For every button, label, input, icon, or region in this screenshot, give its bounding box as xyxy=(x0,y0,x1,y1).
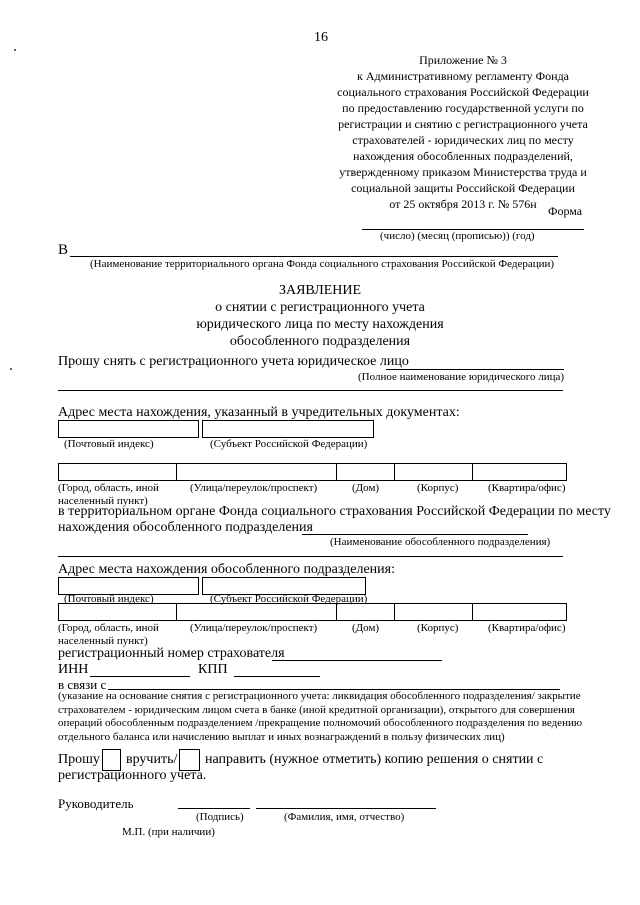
address-divider xyxy=(176,463,177,481)
stamp-label: М.П. (при наличии) xyxy=(122,826,215,838)
sub-address-divider xyxy=(336,603,337,621)
appendix-line: к Административному регламенту Фонда xyxy=(356,69,570,83)
subject-field[interactable] xyxy=(202,420,374,438)
appendix-line: от 25 октября 2013 г. № 576н xyxy=(389,197,537,211)
appendix-line: страхователей - юридических лиц по месту xyxy=(352,133,574,147)
sub-subject-caption: (Субъект Российской Федерации) xyxy=(210,593,368,605)
date-caption: (число) (месяц (прописью)) (год) xyxy=(380,230,535,242)
subdivision-name-line-2[interactable] xyxy=(58,556,563,557)
appendix-line: по предоставлению государственной услуги по xyxy=(342,101,584,115)
subtitle-line: обособленного подразделения xyxy=(229,334,411,349)
kpp-label: КПП xyxy=(198,662,228,677)
appendix-line: утвержденному приказом Министерства труда и xyxy=(339,165,587,179)
subdivision-caption: (Наименование обособленного подразделения) xyxy=(330,536,551,548)
head-label: Руководитель xyxy=(58,796,134,811)
sub-building-caption: (Корпус) xyxy=(417,622,459,634)
inn-label: ИНН xyxy=(58,662,89,677)
appendix-block xyxy=(318,52,608,212)
city-caption-line: (Город, область, иной xyxy=(58,482,159,494)
sub-city-caption-line: населенный пункт) xyxy=(58,635,148,647)
delivery-prefix: Прошу xyxy=(58,752,100,767)
reason-caption-line: операций обособленным подразделением /прекращение полномочий обособленного подразделения по ведению xyxy=(58,717,583,729)
delivery-option-2: направить (нужное отметить) копию решения о снятии с xyxy=(205,752,544,767)
reason-caption-line: отдельного баланса или начислению выплат и иных вознаграждений в пользу физических лиц) xyxy=(58,730,505,743)
reason-caption xyxy=(58,690,582,744)
postal-index-field[interactable] xyxy=(58,420,199,438)
full-name-line[interactable] xyxy=(256,808,436,809)
sub-address-divider xyxy=(176,603,177,621)
request-text: Прошу снять с регистрационного учета юридическое лицо xyxy=(58,354,409,369)
appendix-line: регистрации и снятию с регистрационного учета xyxy=(338,117,588,131)
sub-street-caption: (Улица/переулок/проспект) xyxy=(190,622,318,634)
sub-address-divider xyxy=(472,603,473,621)
appendix-line: социальной защиты Российской Федерации xyxy=(351,181,575,195)
subdivision-address-header: Адрес места нахождения обособленного подразделения: xyxy=(58,562,395,577)
city-caption-line: населенный пункт) xyxy=(58,495,148,507)
to-caption: (Наименование территориального органа Фонда социального страхования Российской Федерации) xyxy=(90,258,555,270)
to-prefix: В xyxy=(58,242,69,258)
street-caption: (Улица/переулок/проспект) xyxy=(190,482,318,494)
appendix-line: нахождения обособленных подразделений, xyxy=(353,149,573,163)
appendix-line: Приложение № 3 xyxy=(419,53,507,67)
scan-dot xyxy=(10,368,12,370)
building-caption: (Корпус) xyxy=(417,482,459,494)
reason-label: в связи с xyxy=(58,677,107,692)
form-label: Форма xyxy=(548,204,583,218)
sub-address-divider xyxy=(394,603,395,621)
legal-name-caption: (Полное наименование юридического лица) xyxy=(358,371,565,383)
address-divider xyxy=(394,463,395,481)
sub-house-caption: (Дом) xyxy=(352,622,380,634)
delivery-option-1: вручить/ xyxy=(126,752,178,767)
sub-city-caption-line: (Город, область, иной xyxy=(58,622,159,634)
name-caption: (Фамилия, имя, отчество) xyxy=(284,811,405,823)
subject-caption: (Субъект Российской Федерации) xyxy=(210,438,368,450)
sign-caption: (Подпись) xyxy=(196,811,244,823)
scan-dot xyxy=(14,49,16,51)
delivery-line-2: регистрационного учета. xyxy=(58,768,207,783)
reason-caption-line: страхователем - юридическим лицом счета в банке (иной кредитной организации), открытого для совершения xyxy=(58,703,575,716)
to-line[interactable] xyxy=(70,256,558,257)
address-row-fields xyxy=(58,463,567,481)
sub-city-caption xyxy=(58,622,159,648)
signature-line[interactable] xyxy=(178,808,250,809)
subtitle-line: о снятии с регистрационного учета xyxy=(215,300,425,315)
document-title: ЗАЯВЛЕНИЕ xyxy=(278,283,362,298)
address-header: Адрес места нахождения, указанный в учредительных документах: xyxy=(58,405,460,420)
subtitle-block xyxy=(0,299,640,350)
reg-number-line[interactable] xyxy=(272,660,442,661)
legal-name-line-2[interactable] xyxy=(58,390,563,391)
sub-apartment-caption: (Квартира/офис) xyxy=(488,622,566,634)
reg-number-label: регистрационный номер страхователя xyxy=(58,646,285,661)
page-number: 16 xyxy=(314,30,328,45)
postal-index-caption: (Почтовый индекс) xyxy=(64,438,154,450)
legal-name-line[interactable] xyxy=(386,369,564,370)
reason-caption-line: (указание на основание снятия с регистрационного учета: ликвидация обособленного подразделения/ закрытие xyxy=(58,690,581,702)
territorial-line-2: нахождения обособленного подразделения xyxy=(58,520,313,535)
sub-postal-index-caption: (Почтовый индекс) xyxy=(64,593,154,605)
address-divider xyxy=(472,463,473,481)
kpp-line[interactable] xyxy=(234,676,320,677)
address-divider xyxy=(336,463,337,481)
apartment-caption: (Квартира/офис) xyxy=(488,482,566,494)
subtitle-line: юридического лица по месту нахождения xyxy=(196,317,444,332)
subdivision-name-line[interactable] xyxy=(302,534,528,535)
sub-address-row-fields xyxy=(58,603,567,621)
territorial-line-1: в территориальном органе Фонда социального страхования Российской Федерации по месту xyxy=(58,504,611,519)
house-caption: (Дом) xyxy=(352,482,380,494)
appendix-line: социального страхования Российской Федерации xyxy=(337,85,589,99)
